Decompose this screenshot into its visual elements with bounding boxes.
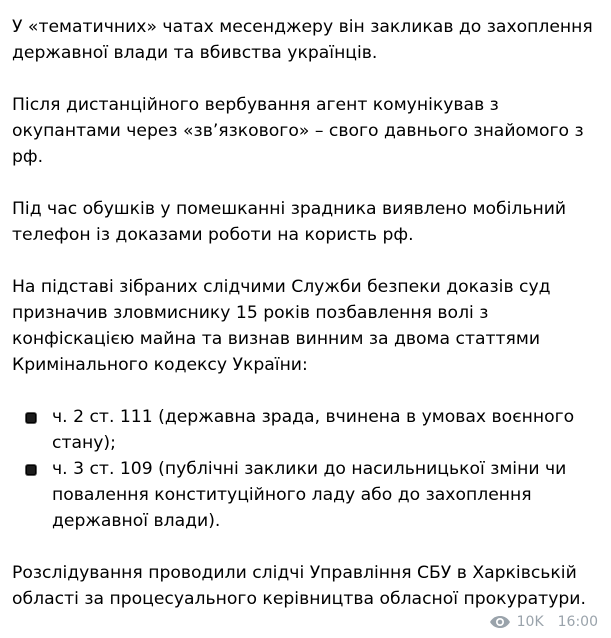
charges-list — [12, 404, 602, 534]
message-paragraph-3: Під час обушків у помешканні зрадника виявлено мобільний телефон із доказами роботи на користь рф. — [12, 199, 567, 245]
eye-icon — [489, 615, 511, 629]
message-time: 16:00 — [557, 614, 598, 630]
message-text — [12, 14, 602, 612]
message-meta — [489, 614, 598, 630]
list-item-text: ч. 2 ст. 111 (державна зрада, вчинена в умовах воєнного стану); — [52, 407, 575, 453]
black-square-bullet-icon — [26, 465, 36, 475]
black-square-bullet-icon — [26, 413, 36, 423]
message-paragraph-1: У «тематичних» чатах месенджеру він закликав до захоплення державної влади та вбивства українців. — [12, 17, 593, 63]
list-item — [12, 456, 602, 534]
message-paragraph-2: Після дистанційного вербування агент комунікував з окупантами через «зв’язкового» – свого давнього знайомого з рф. — [12, 95, 584, 167]
message-paragraph-4: На підставі зібраних слідчими Служби безпеки доказів суд призначив зловмиснику 15 років позбавлення волі з конфіскацією майна та визнав винним за двома статтями Кримінального кодексу України: — [12, 277, 551, 375]
views-count: 10K — [516, 614, 544, 630]
list-item — [12, 404, 602, 456]
list-item-text: ч. 3 ст. 109 (публічні заклики до насильницької зміни чи повалення конституційного ладу або до захоплення державної влади). — [52, 459, 567, 531]
message-closing-paragraph: Розслідування проводили слідчі Управління СБУ в Харківській області за процесуального керівництва обласної прокуратури. — [12, 563, 586, 609]
